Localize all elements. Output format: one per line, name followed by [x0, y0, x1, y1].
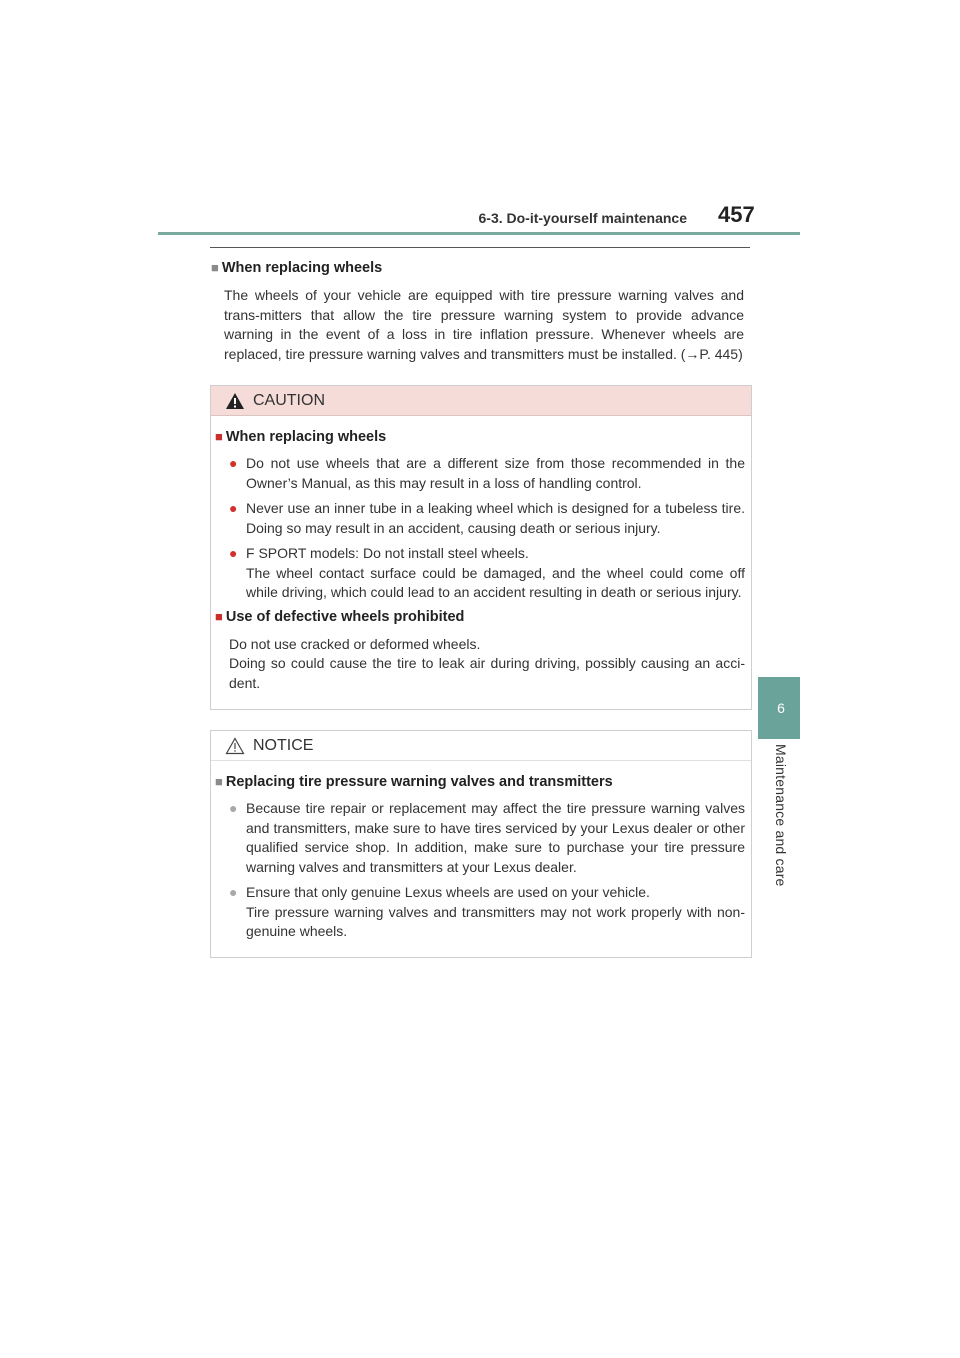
warning-triangle-icon	[225, 392, 245, 410]
page-number: 457	[718, 202, 755, 227]
square-bullet-icon: ■	[215, 609, 223, 624]
caution-bullet-2	[229, 499, 745, 538]
caution-defective-line2: Doing so could cause the tire to leak air during driving, possibly causing an acci-dent.	[229, 655, 745, 691]
header-section-title: 6-3. Do-it-yourself maintenance	[478, 210, 687, 226]
intro-heading	[211, 260, 382, 276]
caution-bullet-2-text: Never use an inner tube in a leaking wheel which is designed for a tubeless tire. Doing so may result in an accident, causing death or serious injury.	[246, 500, 745, 536]
caution-bullet-1-text: Do not use wheels that are a different size from those recommended in the Owner’s Manual, as this may result in a loss of handling control.	[246, 455, 745, 491]
circle-bullet-icon: ●	[229, 455, 238, 471]
square-bullet-icon: ■	[215, 429, 223, 444]
notice-title: NOTICE	[253, 736, 314, 754]
warning-triangle-outline-icon	[225, 737, 245, 755]
square-bullet-icon: ■	[211, 260, 219, 275]
intro-paragraph: The wheels of your vehicle are equipped with tire pressure warning valves and trans-mitters that allow the tire pressure warning system to provide advance warning in the event of a loss in tire inflation pressure. Whenever wheels are replaced, tire pressure warning valves and transmitters must be installed. (→P. 445)	[224, 287, 744, 362]
caution-heading-replacing-text: When replacing wheels	[225, 429, 387, 445]
header-rule	[158, 232, 800, 235]
caution-bullet-1	[229, 454, 745, 493]
notice-bullet-1-text: Because tire repair or replacement may affect the tire pressure warning valves and transmitters, make sure to have tires serviced by your Lexus dealer or other qualified service shop. In addition, make sure to purchase your tire pressure warning valves and transmitters at your Lexus dealer.	[246, 800, 745, 875]
notice-bullet-2-continuation: Tire pressure warning valves and transmitters may not work properly with non-genuine wheels.	[246, 903, 745, 939]
square-bullet-icon: ■	[215, 774, 223, 789]
notice-heading	[215, 774, 613, 790]
caution-defective-line1: Do not use cracked or deformed wheels.	[229, 636, 481, 652]
caution-title: CAUTION	[253, 391, 325, 409]
caution-header	[211, 386, 751, 416]
caution-heading-defective	[215, 609, 464, 625]
intro-heading-text: When replacing wheels	[221, 260, 383, 276]
caution-bullet-3-continuation: The wheel contact surface could be damaged, and the wheel could come off while driving, which could lead to an accident resulting in death or serious injury.	[246, 564, 745, 600]
notice-bullet-1	[229, 799, 745, 877]
chapter-label-text: Maintenance and care	[773, 744, 789, 887]
content-top-rule	[210, 247, 750, 248]
notice-header	[211, 731, 751, 761]
caution-bullet-3	[229, 544, 745, 603]
caution-bullet-3-text: F SPORT models: Do not install steel wheels.	[246, 545, 529, 561]
caution-heading-defective-text: Use of defective wheels prohibited	[225, 609, 465, 625]
chapter-tab: 6	[762, 677, 800, 739]
caution-heading-replacing	[215, 429, 386, 445]
caution-box	[210, 385, 752, 710]
chapter-label	[770, 744, 792, 894]
circle-bullet-icon: ●	[229, 884, 238, 900]
circle-bullet-icon: ●	[229, 500, 238, 516]
notice-heading-text: Replacing tire pressure warning valves and transmitters	[225, 774, 613, 790]
circle-bullet-icon: ●	[229, 545, 238, 561]
notice-bullet-2	[229, 883, 745, 942]
notice-bullet-2-text: Ensure that only genuine Lexus wheels are used on your vehicle.	[246, 884, 650, 900]
notice-box	[210, 730, 752, 958]
circle-bullet-icon: ●	[229, 800, 238, 816]
